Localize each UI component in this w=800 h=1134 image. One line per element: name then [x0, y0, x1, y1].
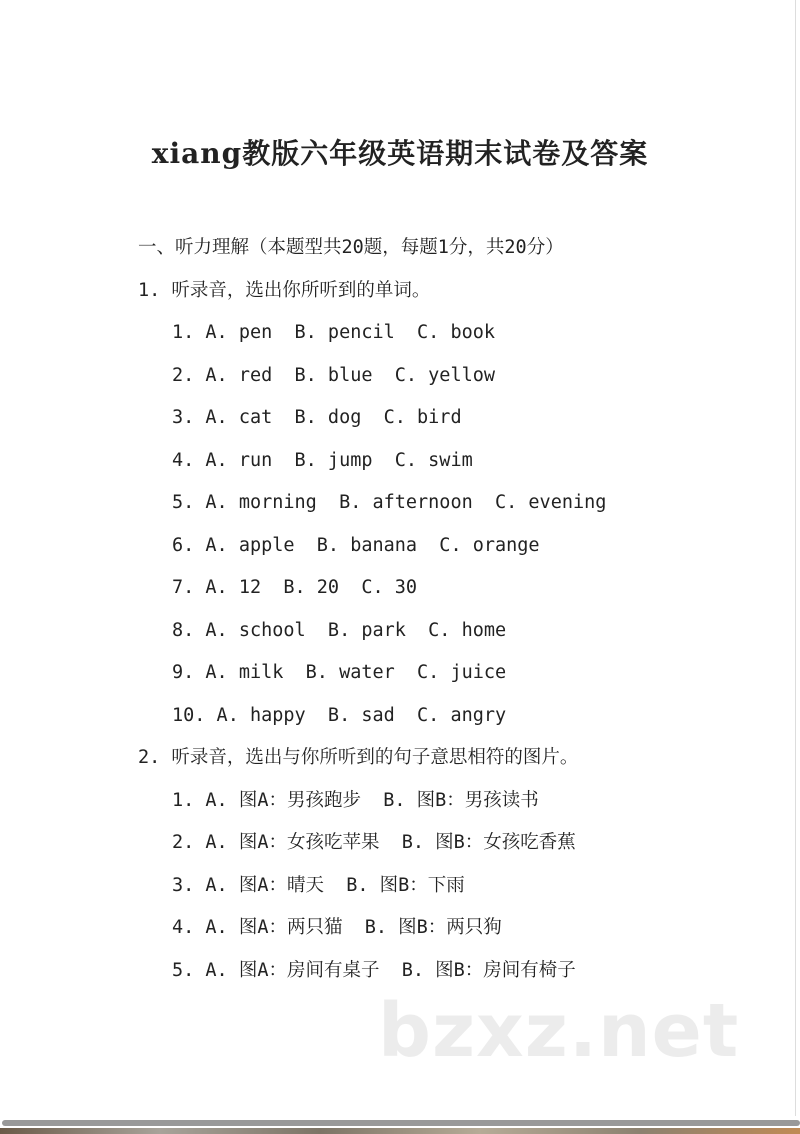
question-item: 5. A. 图A：房间有桌子 B. 图B：房间有椅子 — [172, 959, 576, 981]
question-prompt: 2. 听录音，选出与你所听到的句子意思相符的图片。 — [138, 747, 579, 768]
question-item: 4. A. 图A：两只猫 B. 图B：两只狗 — [172, 917, 502, 938]
question-item: 5. A. morning B. afternoon C. evening — [172, 492, 607, 513]
question-item: 4. A. run B. jump C. swim — [172, 449, 473, 471]
question-prompt: 1. 听录音，选出你所听到的单词。 — [138, 279, 431, 301]
question-item: 3. A. cat B. dog C. bird — [172, 407, 462, 428]
question-item: 1. A. 图A：男孩跑步 B. 图B：男孩读书 — [172, 789, 539, 811]
question-item: 9. A. milk B. water C. juice — [172, 662, 507, 683]
question-item: 10. A. happy B. sad C. angry — [172, 704, 507, 726]
horizontal-scrollbar[interactable] — [2, 1120, 800, 1126]
watermark: bzxz.net — [378, 988, 740, 1074]
document-body — [138, 227, 606, 992]
question-item: 6. A. apple B. banana C. orange — [172, 534, 540, 556]
question-item: 8. A. school B. park C. home — [172, 619, 507, 641]
document-title: xiang教版六年级英语期末试卷及答案 — [151, 137, 649, 170]
question-item: 1. A. pen B. pencil C. book — [172, 322, 496, 343]
question-item: 7. A. 12 B. 20 C. 30 — [172, 577, 418, 598]
question-item: 2. A. red B. blue C. yellow — [172, 364, 496, 386]
section-heading: 一、听力理解（本题型共20题，每题1分，共20分） — [138, 237, 564, 258]
question-item: 2. A. 图A：女孩吃苹果 B. 图B：女孩吃香蕉 — [172, 832, 576, 853]
question-item: 3. A. 图A：晴天 B. 图B：下雨 — [172, 874, 465, 896]
background-strip — [0, 1128, 800, 1134]
